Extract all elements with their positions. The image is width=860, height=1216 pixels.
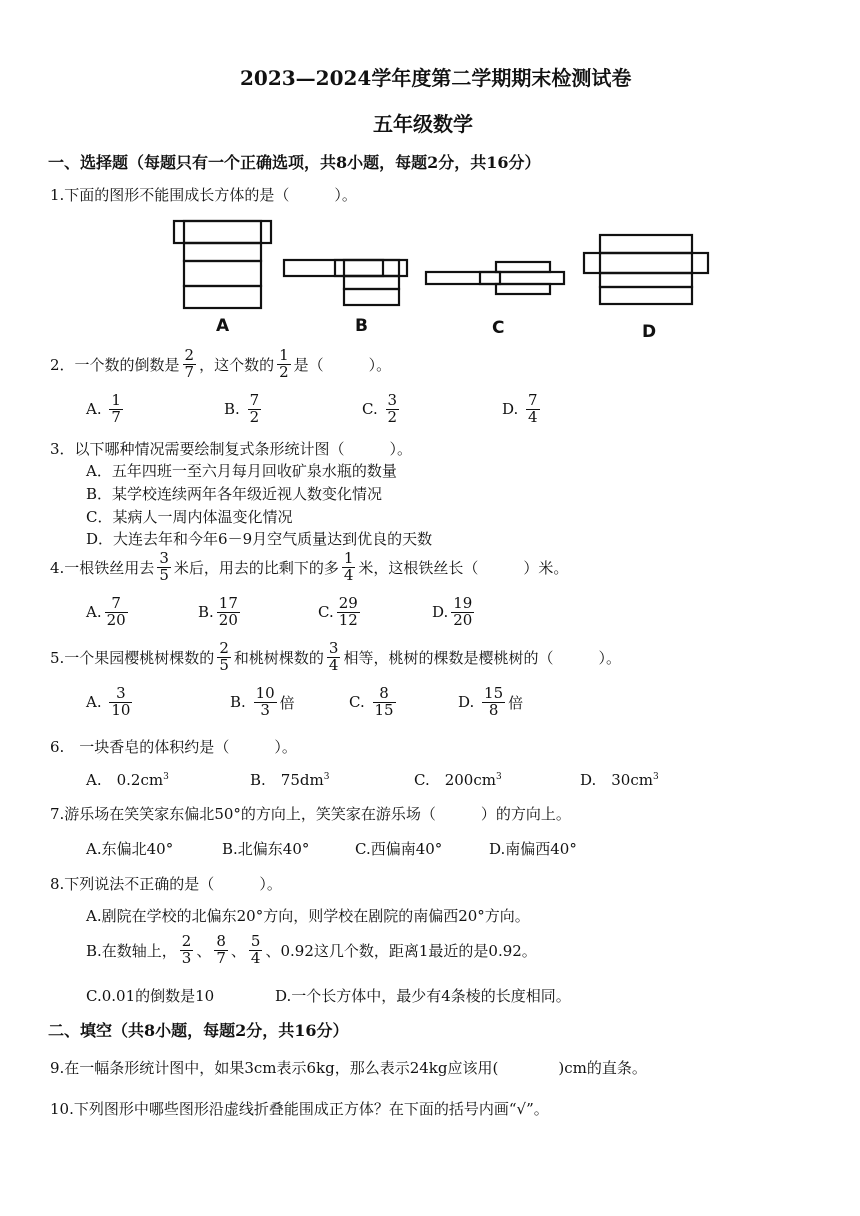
figure-c-net xyxy=(426,262,564,294)
q5-option-c: C. $\frac{8}{15}$ xyxy=(349,684,394,719)
q7-option-c: C.西偏南40° xyxy=(355,840,443,858)
question-4-text: 4.一根铁丝用去 $\frac{3}{5}$ 米后，用去的比剩下的多 $\frac{1}{4}$ 米，这根铁丝长（ ）米。 xyxy=(50,549,569,584)
fraction: $\frac{8}{7}$ xyxy=(216,932,226,967)
q6-option-c: C. $200cm^3$ xyxy=(414,771,502,789)
figure-label-c: C xyxy=(492,318,505,338)
exam-title: 2023—2024学年度第二学期期末检测试卷 xyxy=(240,66,632,90)
question-8-text: 8.下列说法不正确的是（ ）。 xyxy=(50,875,282,893)
question-2-text: 2．一个数的倒数是 $\frac{2}{7}$ ，这个数的 $\frac{1}{2}$ 是（ ）。 xyxy=(50,346,392,381)
question-5-text: 5.一个果园樱桃树棵数的 $\frac{2}{5}$ 和桃树棵数的 $\frac{3}{4}$ 相等，桃树的棵数是樱桃树的（ ）。 xyxy=(50,639,621,674)
q4-option-d: D. $\frac{19}{20}$ xyxy=(432,594,473,629)
q7-option-a: A.东偏北40° xyxy=(86,840,174,858)
question-3-text: 3．以下哪种情况需要绘制复式条形统计图（ ）。 xyxy=(50,440,413,458)
figure-label-a: A xyxy=(216,316,230,336)
figure-a-net xyxy=(174,221,271,308)
question-1-text: 1.下面的图形不能围成长方体的是（ ）。 xyxy=(50,186,357,204)
figure-d-net xyxy=(584,235,708,304)
q3-option-c: C．某病人一周内体温变化情况 xyxy=(86,508,293,526)
q8-option-b: B.在数轴上， $\frac{2}{3}$ 、 $\frac{8}{7}$ 、 $\frac{5}{4}$ 、0.92这几个数，距离1最近的是0.92。 xyxy=(86,932,537,967)
fraction: $\frac{2}{7}$ xyxy=(184,346,195,381)
figure-label-b: B xyxy=(355,316,368,336)
q6-option-a: A. $0.2cm^3$ xyxy=(86,771,169,789)
question-6-text: 6. 一块香皂的体积约是（ ）。 xyxy=(50,738,297,756)
q2-option-b: B. $\frac{7}{2}$ xyxy=(224,391,260,426)
q3-option-a: A．五年四班一至六月每月回收矿泉水瓶的数量 xyxy=(86,462,397,480)
q8-option-c: C.0.01的倒数是10 xyxy=(86,987,215,1005)
fraction: $\frac{1}{4}$ xyxy=(343,549,354,584)
q6-option-d: D. $30cm^3$ xyxy=(580,771,659,789)
q5-option-a: A. $\frac{3}{10}$ xyxy=(86,684,131,719)
question-9-text: 9.在一幅条形统计图中，如果3cm表示6kg，那么表示24kg应该用( )cm的直条。 xyxy=(50,1059,647,1077)
q3-option-b: B．某学校连续两年各年级近视人数变化情况 xyxy=(86,485,383,503)
q2-option-d: D. $\frac{7}{4}$ xyxy=(502,391,538,426)
figure-b-net xyxy=(284,260,407,305)
question-10-text: 10.下列图形中哪些图形沿虚线折叠能围成正方体？在下面的括号内画“√”。 xyxy=(50,1100,549,1118)
exam-subtitle: 五年级数学 xyxy=(373,112,473,136)
q2-option-a: A. $\frac{1}{7}$ xyxy=(86,391,121,426)
fraction: $\frac{3}{4}$ xyxy=(328,639,339,674)
q7-option-b: B.北偏东40° xyxy=(222,840,310,858)
q4-option-c: C. $\frac{29}{12}$ xyxy=(318,594,358,629)
fraction: $\frac{5}{4}$ xyxy=(250,932,261,967)
q4-option-a: A. $\frac{7}{20}$ xyxy=(86,594,126,629)
fraction: $\frac{2}{3}$ xyxy=(181,932,192,967)
section-2-heading: 二、填空（共8小题，每题2分，共16分） xyxy=(48,1021,349,1040)
fraction: $\frac{3}{5}$ xyxy=(159,549,169,584)
fraction: $\frac{1}{2}$ xyxy=(279,346,289,381)
q8-option-d: D.一个长方体中，最少有4条棱的长度相同。 xyxy=(275,987,571,1005)
q8-option-a: A.剧院在学校的北偏东20°方向，则学校在剧院的南偏西20°方向。 xyxy=(86,907,530,925)
q7-option-d: D.南偏西40° xyxy=(489,840,577,858)
fraction: $\frac{2}{5}$ xyxy=(219,639,229,674)
question-7-text: 7.游乐场在笑笑家东偏北50°的方向上，笑笑家在游乐场（ ）的方向上。 xyxy=(50,805,571,823)
q5-option-d: D. $\frac{15}{8}$ 倍 xyxy=(458,684,524,719)
section-1-heading: 一、选择题（每题只有一个正确选项，共8小题，每题2分，共16分） xyxy=(48,153,541,172)
q6-option-b: B. $75dm^3$ xyxy=(250,771,330,789)
q3-option-d: D．大连去年和今年6－9月空气质量达到优良的天数 xyxy=(86,530,433,548)
q4-option-b: B. $\frac{17}{20}$ xyxy=(198,594,238,629)
q5-option-b: B. $\frac{10}{3}$ 倍 xyxy=(230,684,295,719)
question-1-figures xyxy=(160,210,730,340)
q2-option-c: C. $\frac{3}{2}$ xyxy=(362,391,398,426)
figure-label-d: D xyxy=(642,322,657,342)
